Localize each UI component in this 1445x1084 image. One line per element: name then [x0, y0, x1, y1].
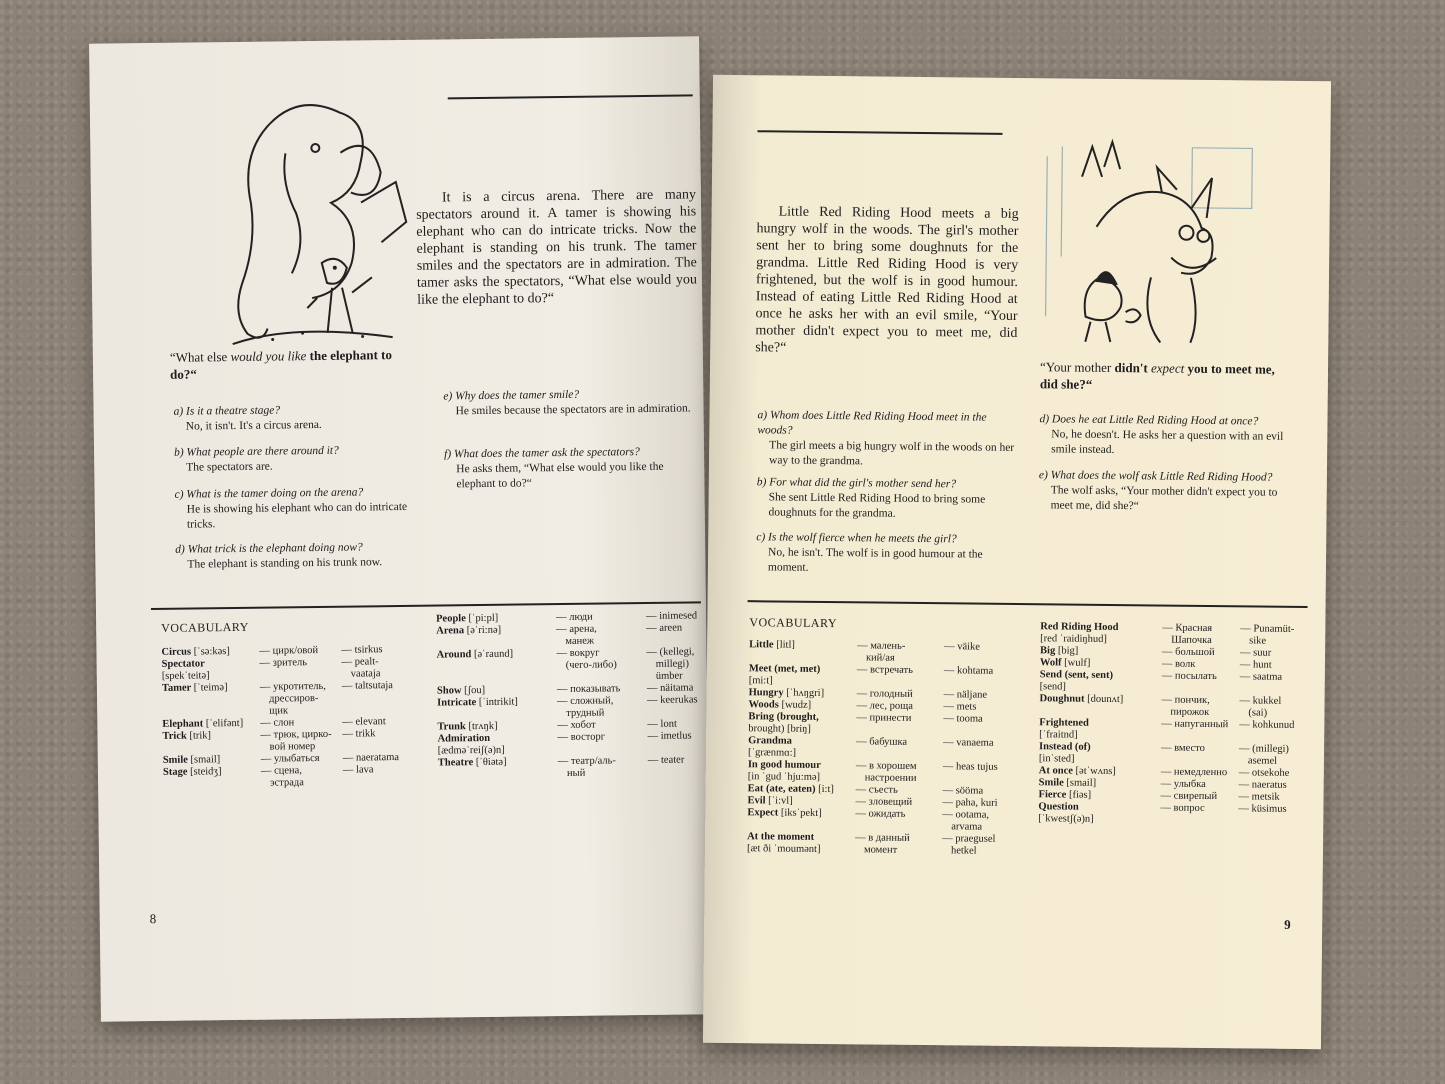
- vocab-estonian: — keerukas: [647, 694, 698, 706]
- vocab-russian: — съесть: [855, 784, 898, 796]
- vocab-estonian: — küsimus: [1238, 803, 1287, 815]
- vocab-column-1: [747, 639, 1034, 858]
- vocab-russian: вой номер: [269, 741, 316, 753]
- vocab-estonian: sike: [1249, 635, 1267, 647]
- answer-text: No, he isn't. The wolf is in good humour at the moment.: [767, 546, 983, 574]
- question-text: c) Is the wolf fierce when he meets the girl?: [756, 531, 957, 546]
- vocab-russian: — бабушка: [856, 736, 908, 748]
- vocab-russian: — голодный: [856, 688, 913, 700]
- vocab-english: Evil [ˈi:vl]: [747, 795, 793, 807]
- question-text: d) What trick is the elephant doing now?: [175, 541, 363, 556]
- vocab-russian: — улыбка: [1160, 778, 1206, 790]
- vocab-russian: настроении: [864, 772, 917, 784]
- caption-bold: the elephant to do?“: [170, 347, 393, 382]
- elephant-tamer-illustration: [210, 92, 413, 349]
- question-text: e) Why does the tamer smile?: [443, 388, 580, 403]
- vocab-estonian: — kohtama: [943, 665, 994, 677]
- vocab-rule: [748, 600, 1308, 607]
- question-text: b) For what did the girl's mother send her?: [756, 476, 957, 491]
- vocab-english: At once [ətˈwʌns]: [1038, 765, 1116, 778]
- vocab-russian: — люди: [556, 611, 593, 624]
- vocab-russian: — вопрос: [1160, 802, 1205, 814]
- vocab-russian: — хобот: [557, 719, 596, 732]
- vocab-russian: — вокруг: [556, 647, 600, 660]
- vocab-english: Arena [əˈri:nə]: [436, 624, 502, 637]
- vocab-estonian: — kukkel: [1239, 695, 1282, 707]
- vocab-russian: кий/ая: [865, 652, 895, 664]
- question-text: f) What does the tamer ask the spectators?: [444, 446, 640, 461]
- vocab-english: Stage [steidʒ]: [162, 766, 222, 778]
- vocab-russian: — волк: [1161, 658, 1196, 670]
- page-number: 9: [1284, 916, 1291, 932]
- vocab-english: Trick [trik]: [162, 730, 212, 742]
- vocab-russian: — зритель: [259, 657, 308, 669]
- vocab-russian: — показывать: [556, 683, 621, 696]
- vocab-estonian: — väike: [944, 641, 981, 653]
- vocab-rule: [151, 601, 701, 609]
- vocab-estonian: (sai): [1248, 707, 1268, 719]
- vocab-russian: Шапочка: [1171, 634, 1212, 647]
- vocab-russian: пирожок: [1170, 706, 1210, 719]
- vocab-english: Smile [smail]: [1038, 777, 1097, 789]
- vocab-english: Red Riding Hood: [1040, 621, 1119, 634]
- vocab-english: Admiration: [437, 732, 491, 745]
- vocab-russian: — сцена,: [260, 765, 302, 777]
- caption-text: “What else: [169, 349, 231, 365]
- vocab-estonian: — (millegi): [1238, 743, 1289, 755]
- vocab-estonian: — paha, kuri: [942, 797, 998, 809]
- vocab-estonian: — vanaema: [943, 737, 994, 749]
- vocab-english: [ˈfraitnd]: [1039, 729, 1078, 741]
- caption-bold-end: you to meet me, did she?“: [1039, 360, 1275, 392]
- vocab-row: [438, 766, 703, 781]
- vocab-estonian: — trikk: [342, 728, 376, 740]
- vocab-english: [ædməˈreiʃ(ə)n]: [437, 744, 505, 757]
- vocab-english: Eat (ate, eaten) [i:t]: [747, 783, 834, 796]
- vocab-estonian: — ootama,: [942, 809, 990, 821]
- answer-text: He asks them, “What else would you like the elephant to do?“: [456, 460, 664, 491]
- vocab-estonian: — sööma: [942, 785, 984, 797]
- question-text: a) Is it a theatre stage?: [173, 404, 281, 418]
- vocab-row: [747, 843, 1032, 858]
- question-c: [756, 530, 1018, 578]
- question-b: [756, 475, 1018, 523]
- vocab-english: Question: [1038, 801, 1079, 813]
- vocab-estonian: arvama: [951, 821, 983, 833]
- vocab-estonian: — praegusel: [942, 833, 996, 845]
- vocab-english: [æt ði ˈmoumənt]: [746, 843, 821, 855]
- vocab-russian: — трюк, цирко-: [260, 728, 332, 741]
- vocab-russian: — восторг: [557, 731, 606, 744]
- question-text: a) Whom does Little Red Riding Hood meet in the woods?: [757, 409, 987, 437]
- question-d: [1039, 412, 1289, 460]
- vocab-estonian: — elevant: [342, 716, 386, 728]
- vocab-russian: щик: [269, 705, 289, 717]
- vocab-english: [inˈsted]: [1038, 753, 1075, 765]
- vocab-estonian: — teater: [647, 754, 685, 766]
- vocab-russian: — лес, роща: [856, 700, 913, 712]
- vocab-english: At the moment: [747, 831, 815, 843]
- question-d: [175, 540, 415, 573]
- question-c: [174, 485, 415, 533]
- answer-text: He is showing his elephant who can do intricate tricks.: [186, 500, 408, 531]
- elephant-caption: [170, 346, 415, 383]
- question-a: [173, 402, 413, 435]
- vocab-estonian: — naeratus: [1238, 779, 1287, 791]
- vocab-estonian: — taltsutaja: [341, 680, 394, 692]
- vocab-russian: — ожидать: [855, 808, 906, 820]
- vocab-english: Smile [smail]: [162, 754, 221, 766]
- vocab-english: [in ˈgud ˈhju:mə]: [747, 771, 821, 783]
- vocab-russian: — улыбаться: [260, 752, 320, 765]
- vocab-english: Expect [iksˈpekt]: [747, 807, 822, 819]
- vocab-english: [red ˈraidiŋhud]: [1040, 633, 1107, 645]
- vocab-row: [1038, 813, 1308, 828]
- vocab-english: Little [litl]: [749, 639, 795, 651]
- vocab-english: Elephant [ˈelifənt]: [162, 717, 244, 730]
- vocab-estonian: — inimesed: [646, 610, 698, 622]
- answer-text: The girl meets a big hungry wolf in the woods on her way to the grandma.: [768, 439, 1015, 468]
- vocab-russian: — слон: [260, 717, 295, 729]
- vocab-russian: — вместо: [1161, 742, 1205, 754]
- vocab-russian: манеж: [565, 635, 595, 647]
- vocab-english: Tamer [ˈteimə]: [161, 682, 228, 694]
- vocab-column-2: [436, 610, 703, 781]
- vocab-english: Around [əˈraund]: [436, 648, 514, 661]
- vocab-russian: момент: [863, 844, 898, 856]
- answer-text: The elephant is standing on his trunk now.: [187, 556, 383, 571]
- vocab-russian: — свирепый: [1160, 790, 1218, 803]
- question-text: c) What is the tamer doing on the arena?: [174, 486, 364, 501]
- vocab-estonian: — lont: [647, 718, 677, 730]
- vocab-russian: — сложный,: [557, 695, 614, 708]
- vocab-estonian: ümber: [655, 670, 683, 682]
- vocab-russian: — принести: [856, 712, 912, 724]
- vocab-estonian: — näitama: [646, 682, 694, 694]
- page-number: 8: [149, 911, 157, 927]
- vocab-title: VOCABULARY: [161, 619, 249, 635]
- vocab-estonian: — suur: [1240, 647, 1272, 659]
- caption-text: “Your mother: [1039, 359, 1115, 376]
- vocab-russian: — малень-: [857, 640, 906, 652]
- vocab-title: VOCABULARY: [749, 615, 838, 631]
- elephant-story: It is a circus arena. There are many spectators around it. A tamer is showing his elephant who can do intricate tricks. Now the elephant is standing on his trunk. The tamer smiles and the spectators are in admiration. The tamer asks the spectators, “What else would you like the elephant to do?“: [416, 187, 698, 308]
- question-text: b) What people are there around it?: [173, 444, 339, 459]
- question-e: [443, 386, 693, 419]
- wolf-caption: [1040, 358, 1280, 395]
- answer-text: No, it isn't. It's a circus arena.: [185, 418, 322, 433]
- wolf-red-riding-hood-illustration: [1040, 136, 1282, 354]
- vocab-english: Grandma: [748, 735, 792, 747]
- vocab-english: Wolf [wulf]: [1039, 657, 1091, 669]
- vocab-english: [ˈkwestʃ(ə)n]: [1038, 813, 1094, 825]
- vocab-estonian: — (kellegi,: [646, 646, 695, 658]
- vocab-row: [163, 776, 433, 791]
- left-page: [89, 36, 711, 1021]
- answer-text: He smiles because the spectators are in admiration.: [455, 402, 691, 418]
- vocab-english: Send (sent, sent): [1039, 669, 1114, 682]
- vocab-estonian: — tooma: [943, 713, 983, 725]
- vocab-estonian: — näljane: [943, 689, 988, 701]
- answer-text: No, he doesn't. He asks her a question with an evil smile instead.: [1051, 428, 1284, 457]
- vocab-russian: — немедленно: [1160, 766, 1228, 779]
- vocab-russian: — арена,: [556, 623, 597, 636]
- caption-bold: didn't: [1114, 360, 1152, 376]
- vocab-english: Instead (of): [1039, 741, 1091, 753]
- vocab-estonian: — otsekohe: [1238, 767, 1290, 779]
- vocab-russian: — напуганный: [1161, 718, 1229, 731]
- vocab-russian: — театр/аль-: [557, 755, 616, 768]
- vocab-russian: — в данный: [855, 832, 910, 844]
- answer-text: She sent Little Red Riding Hood to bring some doughnuts for the grandma.: [768, 491, 986, 520]
- vocab-russian: эстрада: [270, 777, 304, 789]
- vocab-russian: — укротитель,: [259, 680, 326, 693]
- vocab-english: Meet (met, met): [748, 663, 821, 675]
- question-text: d) Does he eat Little Red Riding Hood at once?: [1039, 413, 1259, 428]
- vocab-estonian: — kohkunud: [1239, 719, 1295, 731]
- vocab-english: Circus [ˈsə:kəs]: [161, 646, 230, 658]
- question-a: [757, 408, 1020, 471]
- vocab-estonian: millegi): [655, 658, 689, 670]
- top-rule: [448, 94, 693, 99]
- vocab-estonian: — lava: [342, 764, 374, 776]
- vocab-estonian: — areen: [646, 622, 683, 634]
- vocab-english: Big [big]: [1040, 645, 1079, 657]
- vocab-estonian: — imetlus: [647, 730, 692, 742]
- vocab-estonian: vaataja: [350, 668, 381, 680]
- vocab-column-1: [161, 644, 433, 791]
- question-e: [1039, 468, 1289, 516]
- vocab-estonian: — naeratama: [342, 752, 400, 764]
- vocab-russian: дрессиров-: [269, 693, 319, 705]
- top-rule: [757, 130, 1002, 135]
- answer-text: The spectators are.: [186, 460, 273, 474]
- vocab-estonian: — metsik: [1238, 791, 1280, 803]
- vocab-english: Woods [wudz]: [748, 699, 812, 711]
- vocab-english: Frightened: [1039, 717, 1089, 729]
- caption-italic: expect: [1150, 360, 1185, 376]
- vocab-english: Intricate [ˈintrikit]: [437, 696, 518, 709]
- vocab-estonian: — mets: [943, 701, 977, 713]
- vocab-english: In good humour: [747, 759, 821, 771]
- vocab-russian: — встречать: [856, 664, 914, 676]
- vocab-column-2: [1038, 621, 1310, 828]
- vocab-estonian: — tsirkus: [341, 644, 383, 656]
- vocab-estonian: hetkel: [950, 845, 977, 857]
- vocab-russian: — в хорошем: [855, 760, 917, 772]
- vocab-english: [spekˈteitə]: [161, 670, 210, 682]
- vocab-estonian: — hunt: [1239, 659, 1272, 671]
- vocab-estonian: — pealt-: [341, 656, 379, 668]
- vocab-english: Spectator: [161, 658, 205, 670]
- vocab-russian: трудный: [566, 707, 605, 719]
- vocab-russian: — большой: [1162, 646, 1215, 659]
- vocab-english: [send]: [1039, 681, 1067, 693]
- vocab-russian: ный: [566, 767, 586, 779]
- vocab-english: Doughnut [dounʌt]: [1039, 693, 1124, 706]
- vocab-english: Fierce [fiəs]: [1038, 789, 1092, 801]
- vocab-russian: — цирк/овой: [259, 645, 319, 657]
- question-text: e) What does the wolf ask Little Red Riding Hood?: [1038, 469, 1273, 484]
- vocab-english: [ˈgrænmɑ:]: [747, 747, 797, 759]
- vocab-russian: — Красная: [1162, 622, 1213, 635]
- vocab-russian: — пончик,: [1161, 694, 1210, 707]
- vocab-english: Trunk [trʌŋk]: [437, 720, 498, 733]
- caption-italic: would you like: [230, 348, 307, 365]
- vocab-english: Show [ʃou]: [436, 684, 486, 697]
- question-f: [444, 444, 695, 492]
- vocab-estonian: — heas tujus: [942, 761, 998, 773]
- vocab-russian: — зловещий: [855, 796, 913, 808]
- vocab-estonian: — saatma: [1239, 671, 1283, 683]
- right-page: [703, 75, 1331, 1049]
- vocab-english: [mi:t]: [748, 675, 773, 687]
- question-b: [174, 443, 414, 476]
- vocab-english: Hungry [ˈhʌŋgri]: [748, 687, 825, 699]
- vocab-russian: — посылать: [1161, 670, 1217, 683]
- vocab-english: Bring (brought,: [748, 711, 819, 723]
- wolf-story: Little Red Riding Hood meets a big hungry wolf in the woods. The girl's mother sent her to bring some doughnuts for the grandma. Little Red Riding Hood is very frightened, but the wolf is in good humour. Instead of eating Little Red Riding Hood at once he asks her with an evil smile, “Your mother didn't expect you to meet me, did she?“: [755, 204, 1019, 356]
- vocab-estonian: — Punamüt-: [1240, 623, 1295, 635]
- answer-text: The wolf asks, “Your mother didn't expect you to meet me, did she?“: [1050, 484, 1278, 513]
- vocab-russian: (чего-либо): [565, 659, 617, 671]
- vocab-estonian: asemel: [1247, 755, 1278, 767]
- vocab-english: People [ˈpi:pl]: [436, 612, 499, 625]
- vocab-english: brought) [briŋ]: [748, 723, 811, 735]
- vocab-english: Theatre [ˈθiətə]: [437, 756, 507, 769]
